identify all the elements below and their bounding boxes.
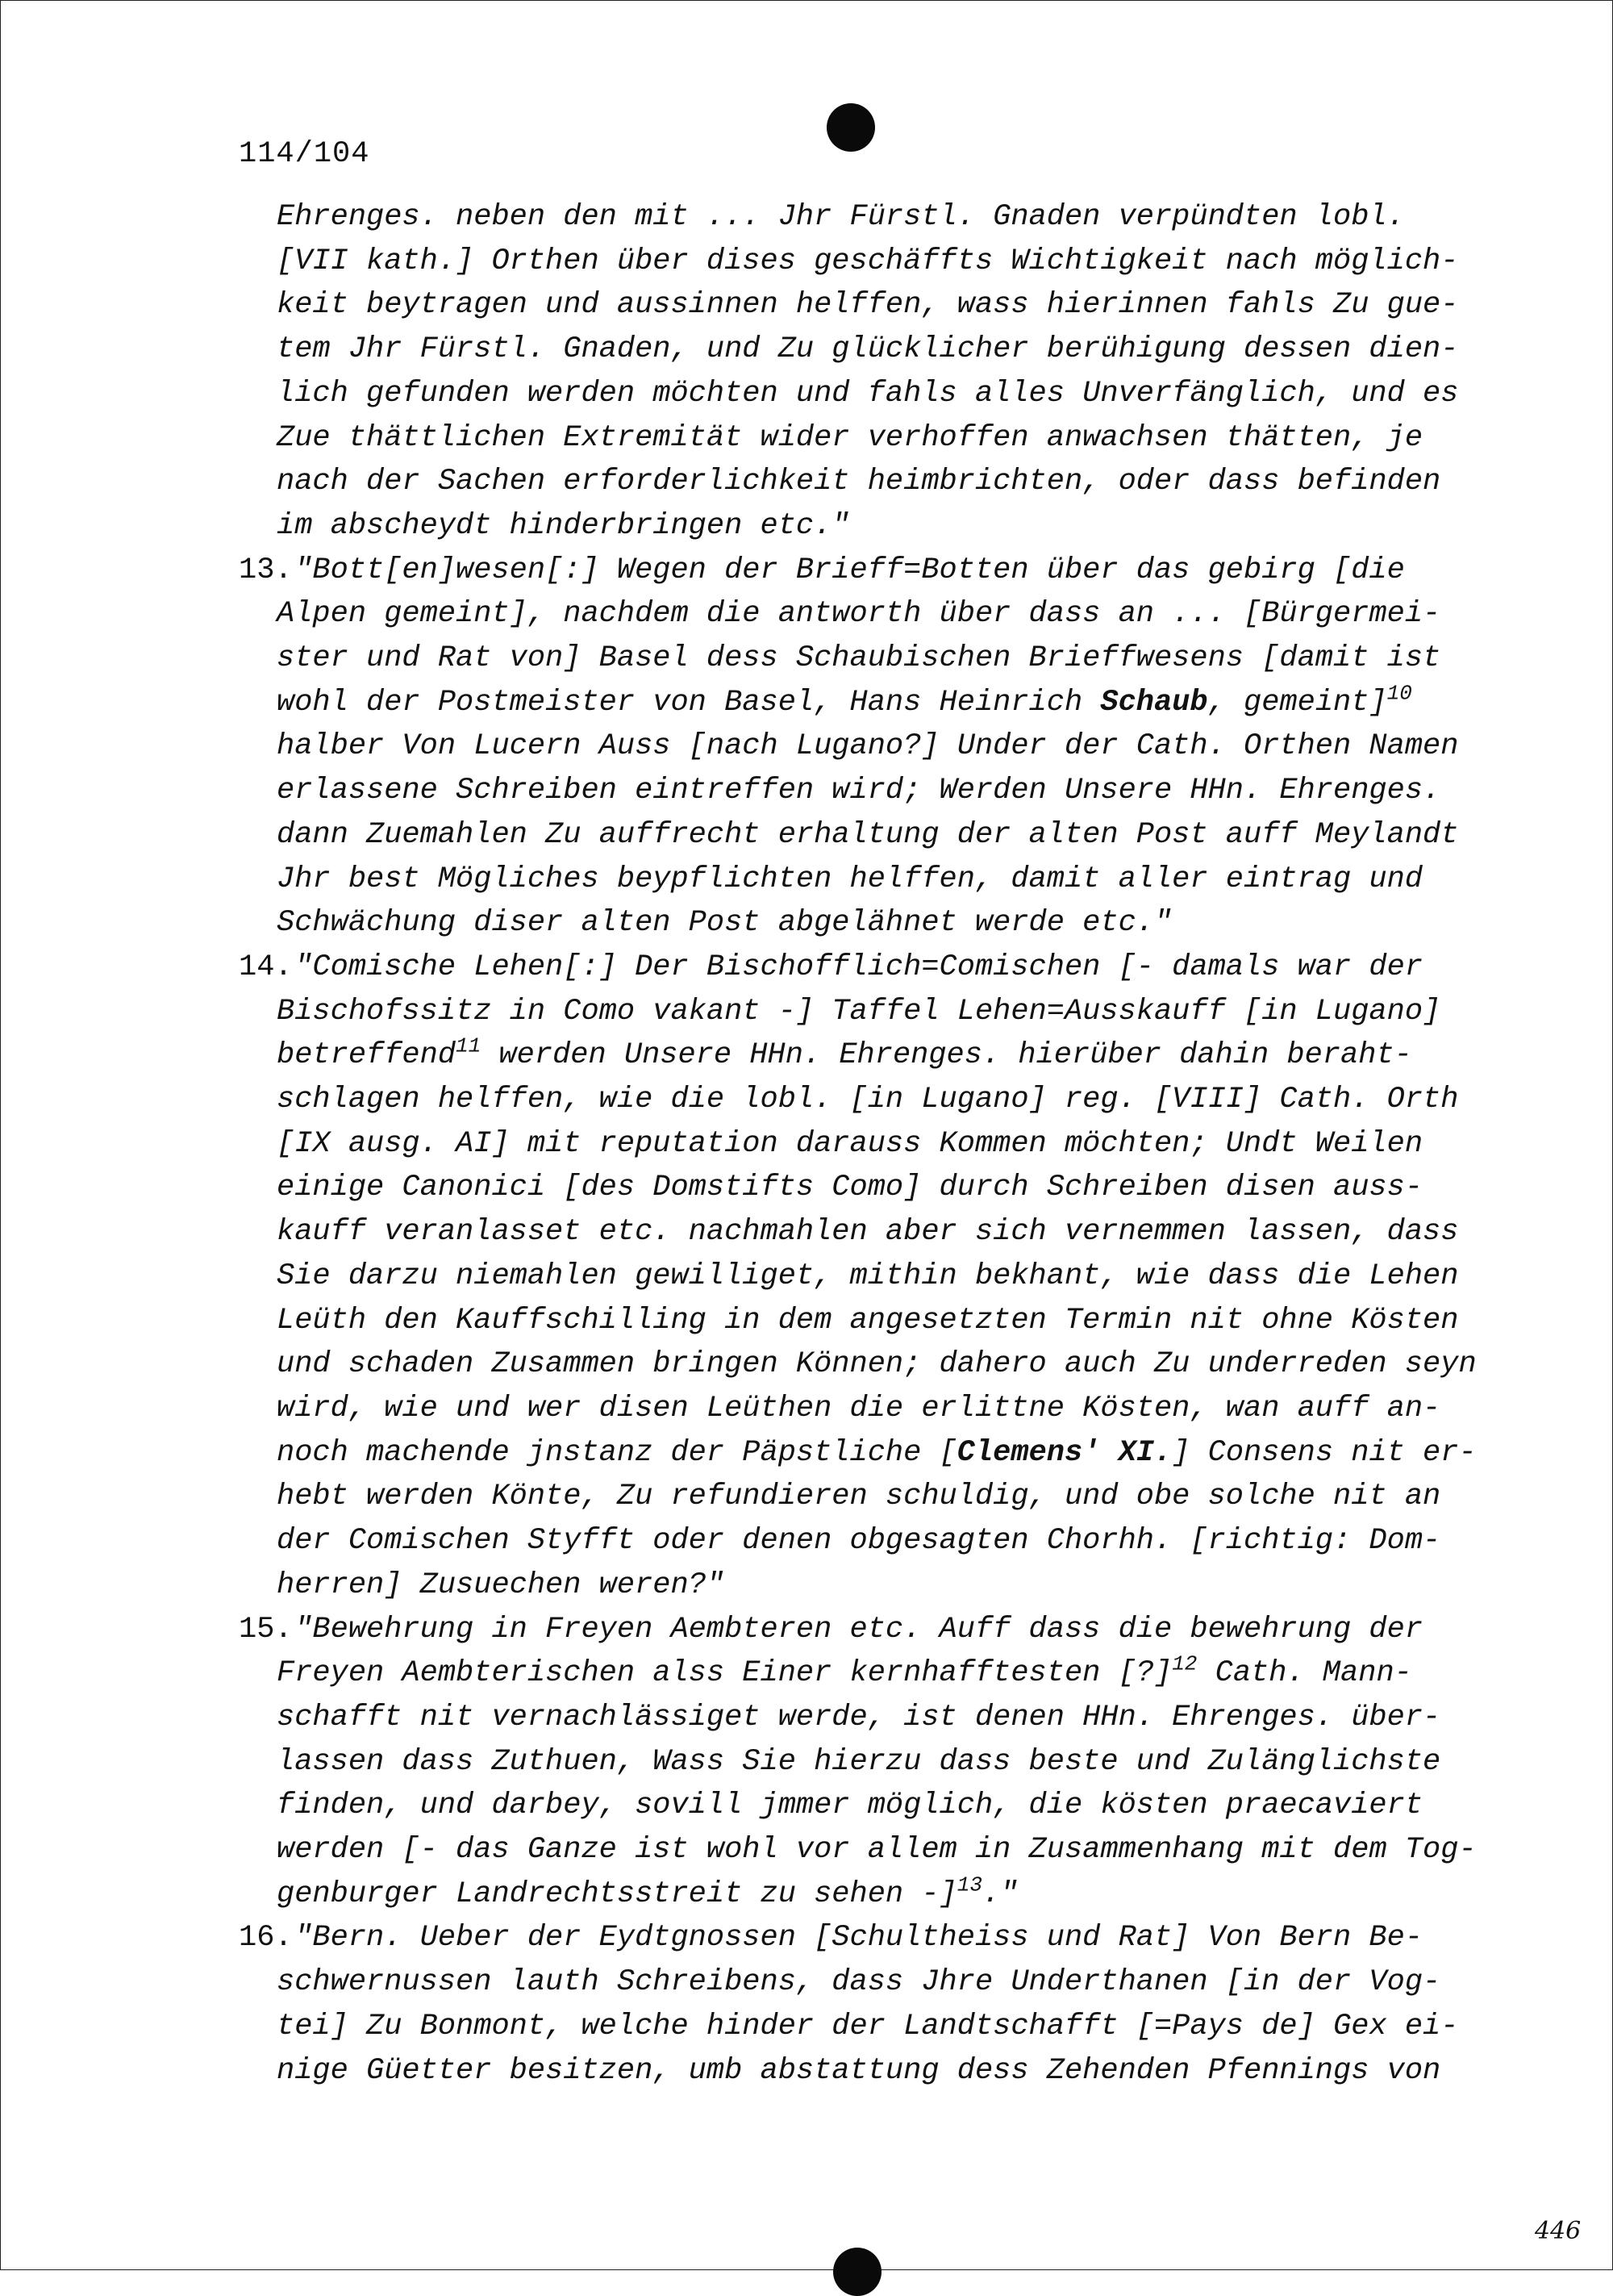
- text-line: tem Jhr Fürstl. Gnaden, und Zu glücklicher berühigung dessen dien-: [277, 332, 1459, 367]
- text-line: Jhr best Mögliches beypflichten helffen, damit aller eintrag und: [277, 862, 1423, 896]
- text-line: kauff veranlasset etc. nachmahlen aber sich vernemmen lassen, dass: [277, 1215, 1459, 1250]
- text-line: ster und Rat von] Basel dess Schaubischen Brieffwesens [damit ist: [277, 641, 1441, 676]
- name-clemens: Clemens' XI.: [957, 1435, 1173, 1470]
- text-line: noch machende jnstanz der Päpstliche [Clemens' XI.] Consens nit er-: [277, 1435, 1477, 1470]
- text-line: im abscheydt hinderbringen etc.": [277, 508, 850, 543]
- text-line: Sie darzu niemahlen gewilliget, mithin bekhant, wie dass die Lehen: [277, 1259, 1459, 1293]
- punch-hole-bottom: [833, 2248, 882, 2296]
- text-line: Alpen gemeint], nachdem die antworth über dass an ... [Bürgermei-: [277, 597, 1441, 632]
- text-line: genburger Landrechtsstreit zu sehen -]$^{13}$.": [277, 1872, 1019, 1911]
- item-14-first-line: 14. "Comische Lehen[:] Der Bischofflich=Comischen [- damals war der: [239, 946, 1465, 990]
- page-reference: 114/104: [239, 137, 370, 171]
- text-line: schwernussen lauth Schreibens, dass Jhre Underthanen [in der Vog-: [277, 1965, 1441, 2000]
- text-line: Leüth den Kauffschilling in dem angesetzten Termin nit ohne Kösten: [277, 1303, 1459, 1338]
- text-line: nach der Sachen erforderlichkeit heimbrichten, oder dass befinden: [277, 465, 1441, 499]
- text-line: [IX ausg. AI] mit reputation darauss Kommen möchten; Undt Weilen: [277, 1126, 1423, 1161]
- text-line: wird, wie und wer disen Leüthen die erlittne Kösten, wan auff an-: [277, 1391, 1441, 1426]
- text-line: einige Canonici [des Domstifts Como] durch Schreiben disen auss-: [277, 1171, 1423, 1205]
- text-line: dann Zuemahlen Zu auffrecht erhaltung der alten Post auff Meylandt: [277, 817, 1459, 852]
- text-line: schafft nit vernachlässiget werde, ist denen HHn. Ehrenges. über-: [277, 1700, 1441, 1735]
- punch-hole-top: [827, 103, 875, 152]
- document-body: [239, 195, 1477, 2093]
- text-line: Schwächung diser alten Post abgelähnet werde etc.": [277, 906, 1173, 941]
- footnote-ref: 10: [1386, 681, 1412, 706]
- item-15-first-line: 15. "Bewehrung in Freyen Aembteren etc. Auff dass die bewehrung der: [239, 1608, 1465, 1652]
- text-line: der Comischen Styfft oder denen obgesagten Chorhh. [richtig: Dom-: [277, 1524, 1441, 1559]
- text-line: lassen dass Zuthuen, Wass Sie hierzu dass beste und Zulänglichste: [277, 1744, 1441, 1779]
- name-schaub: Schaub: [1100, 685, 1208, 720]
- footnote-ref: 13: [957, 1872, 982, 1897]
- item-number: 15.: [239, 1612, 293, 1647]
- text-line: Zue thättlichen Extremität wider verhoffen anwachsen thätten, je: [277, 420, 1423, 455]
- text-line: erlassene Schreiben eintreffen wird; Werden Unsere HHn. Ehrenges.: [277, 774, 1441, 808]
- text-line: finden, und darbey, sovill jmmer möglich, die kösten praecaviert: [277, 1789, 1423, 1823]
- item-16-first-line: 16. "Bern. Ueber der Eydtgnossen [Schultheiss und Rat] Von Bern Be-: [239, 1916, 1465, 1960]
- text-line: halber Von Lucern Auss [nach Lugano?] Under der Cath. Orthen Namen: [277, 729, 1459, 764]
- footnote-ref: 11: [456, 1034, 481, 1059]
- item-13-first-line: 13. "Bott[en]wesen[:] Wegen der Brieff=Botten über das gebirg [die: [239, 549, 1465, 593]
- text-line: Bischofssitz in Como vakant -] Taffel Lehen=Ausskauff [in Lugano]: [277, 994, 1441, 1029]
- text-line: lich gefunden werden möchten und fahls alles Unverfänglich, und es: [277, 376, 1459, 411]
- text-line: betreffend$^{11}$ werden Unsere HHn. Ehrenges. hierüber dahin beraht-: [277, 1034, 1412, 1073]
- text-line: schlagen helffen, wie die lobl. [in Lugano] reg. [VIII] Cath. Orth: [277, 1083, 1459, 1117]
- text-line: herren] Zusuechen weren?": [277, 1568, 725, 1602]
- text-line: werden [- das Ganze ist wohl vor allem in Zusammenhang mit dem Tog-: [277, 1833, 1477, 1868]
- text-line: nige Güetter besitzen, umb abstattung dess Zehenden Pfennings von: [277, 2053, 1441, 2088]
- text-line: wohl der Postmeister von Basel, Hans Heinrich Schaub, gemeint]$^{10}$: [277, 681, 1412, 720]
- item-number: 14.: [239, 950, 293, 984]
- footnote-ref: 12: [1172, 1651, 1198, 1676]
- text-line: [VII kath.] Orthen über dises geschäffts Wichtigkeit nach möglich-: [277, 244, 1459, 278]
- item-number: 16.: [239, 1921, 293, 1956]
- text-line: und schaden Zusammen bringen Können; dahero auch Zu underreden seyn: [277, 1347, 1477, 1382]
- text-line: Freyen Aembterischen alss Einer kernhafftesten [?]$^{12}$ Cath. Mann-: [277, 1651, 1412, 1691]
- handwritten-folio-number: 446: [1535, 2217, 1582, 2245]
- text-line: keit beytragen und aussinnen helffen, wass hierinnen fahls Zu gue-: [277, 288, 1459, 323]
- text-line: hebt werden Könte, Zu refundieren schuldig, und obe solche nit an: [277, 1480, 1441, 1514]
- item-number: 13.: [239, 553, 293, 587]
- text-line: Ehrenges. neben den mit ... Jhr Fürstl. Gnaden verpündten lobl.: [277, 200, 1405, 234]
- text-line: tei] Zu Bonmont, welche hinder der Landtschafft [=Pays de] Gex ei-: [277, 2009, 1459, 2043]
